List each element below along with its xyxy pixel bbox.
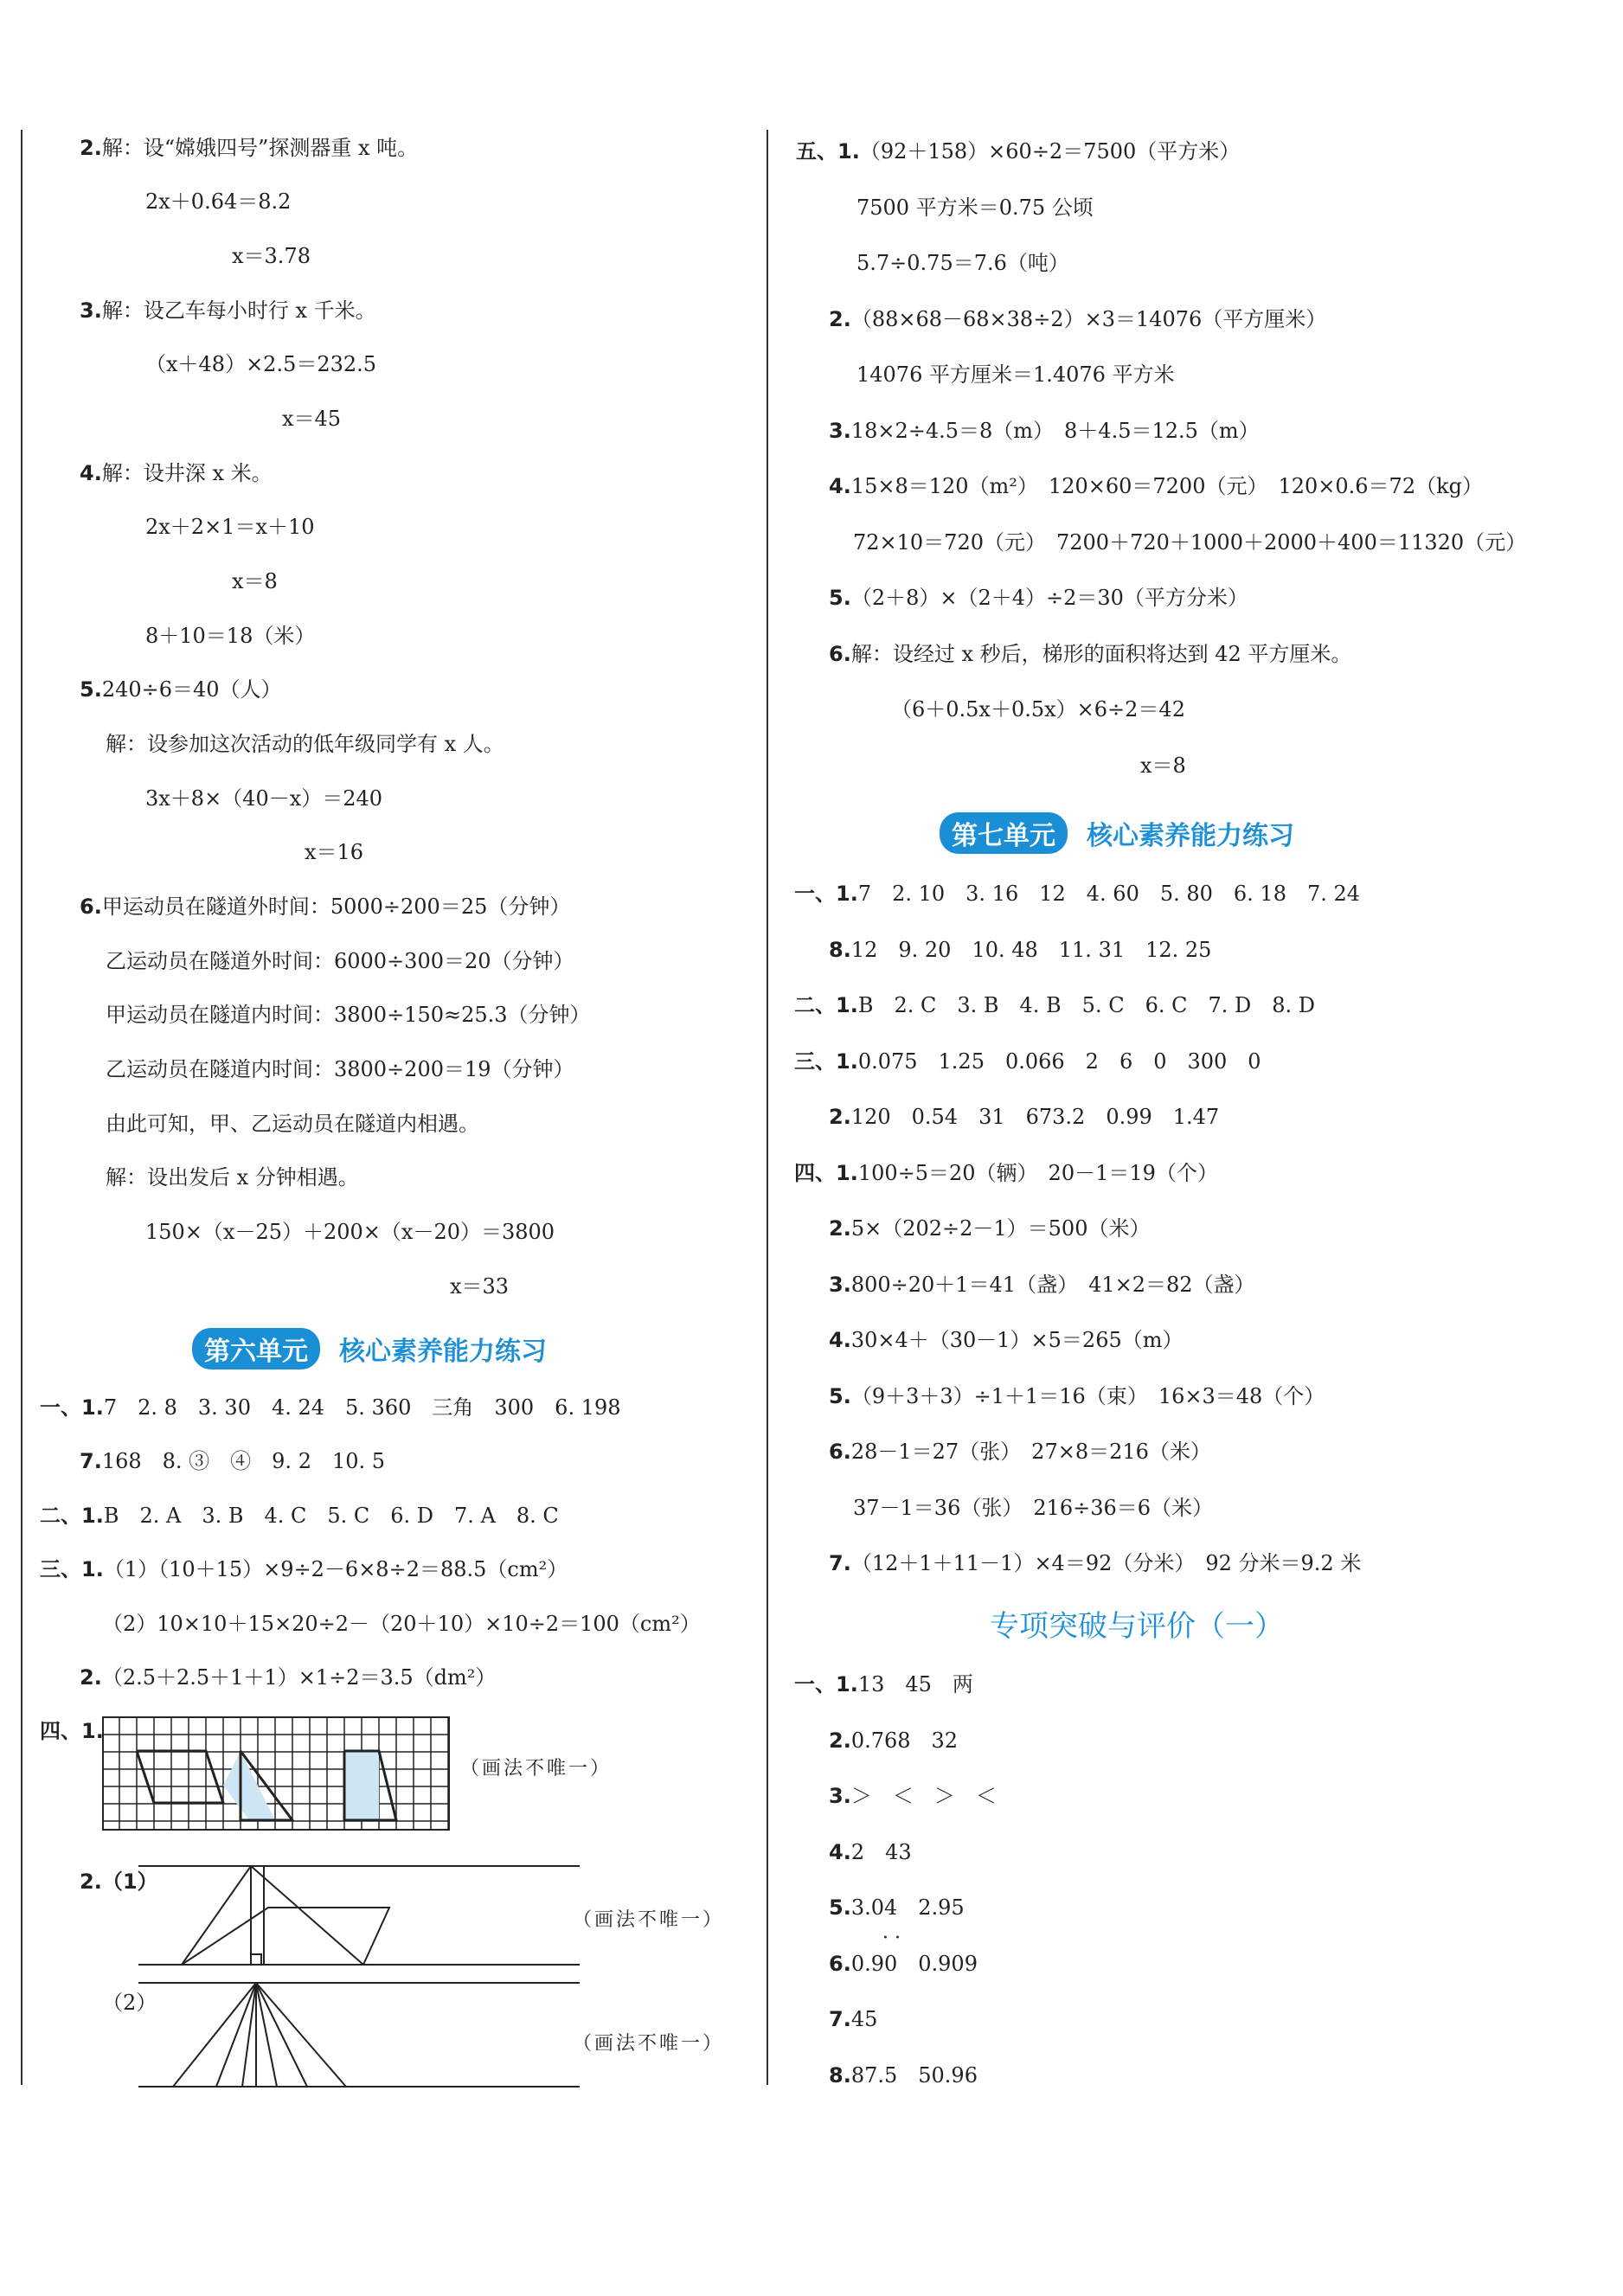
unit6-title: 核心素养能力练习 <box>339 1337 547 1367</box>
right-line-10: （6＋0.5x＋0.5x）×6÷2＝42 <box>891 697 1185 722</box>
special-line-4: 5.3.04 2.95 <box>829 1895 965 1920</box>
unit6-banner <box>192 1329 547 1369</box>
right-line-11: x＝8 <box>1140 754 1186 778</box>
special-line-0: 一、1.13 45 两 <box>794 1672 973 1696</box>
unit6-line-3: 三、1.（1）（10＋15）×9÷2－6×8÷2＝88.5（cm²） <box>40 1557 568 1581</box>
left-line-19: 解：设出发后 x 分钟相遇。 <box>106 1165 359 1190</box>
left-line-17: 乙运动员在隧道内时间：3800÷200＝19（分钟） <box>106 1057 574 1081</box>
special-section-title: 专项突破与评价（一） <box>990 1609 1284 1644</box>
unit6-line-4: （2）10×10＋15×20÷2－（20＋10）×10÷2＝100（cm²） <box>102 1612 701 1636</box>
unit7-line-5: 四、1.100÷5＝20（辆） 20－1＝19（个） <box>794 1161 1218 1185</box>
unit6-pill: 第六单元 <box>192 1328 320 1369</box>
right-line-1: 7500 平方米＝0.75 公顷 <box>856 196 1094 220</box>
unit6-line-1: 7.168 8. ③ ④ 9. 2 10. 5 <box>80 1449 386 1473</box>
unit7-banner <box>940 813 1294 853</box>
left-line-12: 3x＋8×（40－x）＝240 <box>145 786 383 811</box>
unit6-q4-note: （画法不唯一） <box>460 1758 613 1780</box>
unit7-line-10: 6.28－1＝27（张） 27×8＝216（米） <box>829 1440 1211 1464</box>
unit7-line-3: 三、1.0.075 1.25 0.066 2 6 0 300 0 <box>794 1049 1261 1074</box>
left-line-18: 由此可知，甲、乙运动员在隧道内相遇。 <box>106 1112 479 1136</box>
unit7-line-8: 4.30×4＋（30－1）×5＝265（m） <box>829 1328 1184 1352</box>
left-line-5: x＝45 <box>282 407 342 431</box>
unit6-q2b-label: （2） <box>102 1991 157 2015</box>
unit7-line-6: 2.5×（202÷2－1）＝500（米） <box>829 1216 1151 1241</box>
special-line-3: 4.2 43 <box>829 1840 912 1864</box>
left-line-9: 8＋10＝18（米） <box>145 624 316 648</box>
left-line-4: （x＋48）×2.5＝232.5 <box>145 352 377 376</box>
right-line-0: 五、1.（92＋158）×60÷2＝7500（平方米） <box>796 139 1241 164</box>
special-line-5: 6.0.90 0.909 <box>829 1952 978 1976</box>
right-line-7: 72×10＝720（元） 7200＋720＋1000＋2000＋400＝11320（元） <box>853 530 1527 555</box>
left-line-6: 4.解：设井深 x 米。 <box>80 461 273 485</box>
unit7-line-2: 二、1.B 2. C 3. B 4. B 5. C 6. C 7. D 8. D <box>794 993 1316 1017</box>
unit6-line-5: 2.（2.5＋2.5＋1＋1）×1÷2＝3.5（dm²） <box>80 1665 497 1690</box>
right-line-6: 4.15×8＝120（m²） 120×60＝7200（元） 120×0.6＝72（kg） <box>829 474 1483 498</box>
unit6-q2b-note: （画法不唯一） <box>573 2033 725 2055</box>
special-line-7: 8.87.5 50.96 <box>829 2063 978 2088</box>
left-line-15: 乙运动员在隧道外时间：6000÷300＝20（分钟） <box>106 949 574 973</box>
unit7-line-7: 3.800÷20＋1＝41（盏） 41×2＝82（盏） <box>829 1273 1255 1297</box>
left-line-14: 6.甲运动员在隧道外时间：5000÷200＝25（分钟） <box>80 895 571 919</box>
right-line-5: 3.18×2÷4.5＝8（m） 8＋4.5＝12.5（m） <box>829 419 1260 443</box>
left-line-10: 5.240÷6＝40（人） <box>80 677 282 702</box>
grid-drawing-figure <box>102 1716 450 1831</box>
unit6-line-0: 一、1.7 2. 8 3. 30 4. 24 5. 360 三角 300 6. 198 <box>40 1395 621 1420</box>
left-line-21: x＝33 <box>450 1274 510 1299</box>
unit7-line-9: 5.（9＋3＋3）÷1＋1＝16（束） 16×3＝48（个） <box>829 1384 1325 1408</box>
left-line-7: 2x＋2×1＝x＋10 <box>145 515 315 539</box>
right-line-4: 14076 平方厘米＝1.4076 平方米 <box>856 362 1175 387</box>
left-margin-rule <box>21 130 22 2085</box>
left-line-13: x＝16 <box>305 840 364 864</box>
unit7-line-0: 一、1.7 2. 10 3. 16 12 4. 60 5. 80 6. 18 7. 24 <box>794 882 1361 906</box>
left-line-20: 150×（x－25）＋200×（x－20）＝3800 <box>145 1220 555 1244</box>
left-line-1: 2x＋0.64＝8.2 <box>145 189 292 214</box>
triangle-construction-figure-1 <box>138 1864 580 1977</box>
unit7-line-12: 7.（12＋1＋11－1）×4＝92（分米） 92 分米＝9.2 米 <box>829 1551 1362 1575</box>
special-line-6: 7.45 <box>829 2007 878 2031</box>
unit7-title: 核心素养能力练习 <box>1087 821 1294 851</box>
unit6-q2-note: （画法不唯一） <box>573 1909 725 1931</box>
right-line-2: 5.7÷0.75＝7.6（吨） <box>856 251 1069 275</box>
right-line-9: 6.解：设经过 x 秒后，梯形的面积将达到 42 平方厘米。 <box>829 642 1352 666</box>
unit7-line-1: 8.12 9. 20 10. 48 11. 31 12. 25 <box>829 938 1212 962</box>
right-line-8: 5.（2＋8）×（2＋4）÷2＝30（平方分米） <box>829 586 1248 610</box>
left-line-16: 甲运动员在隧道内时间：3800÷150≈25.3（分钟） <box>106 1003 591 1027</box>
unit7-pill: 第七单元 <box>940 812 1068 854</box>
left-line-2: x＝3.78 <box>232 244 311 268</box>
column-divider <box>767 130 768 2085</box>
triangle-construction-figure-2 <box>138 1981 580 2094</box>
left-line-3: 3.解：设乙车每小时行 x 千米。 <box>80 298 376 323</box>
left-line-8: x＝8 <box>232 569 278 593</box>
unit6-q4-label: 四、1. <box>40 1719 104 1743</box>
left-line-0: 2.解：设“嫦娥四号”探测器重 x 吨。 <box>80 136 419 160</box>
unit6-q2-label: 2.（1） <box>80 1870 158 1894</box>
right-line-3: 2.（88×68－68×38÷2）×3＝14076（平方厘米） <box>829 307 1327 331</box>
unit6-line-2: 二、1.B 2. A 3. B 4. C 5. C 6. D 7. A 8. C <box>40 1504 559 1528</box>
repeating-decimal-dots: · · <box>882 1927 901 1949</box>
special-line-1: 2.0.768 32 <box>829 1728 959 1753</box>
special-line-2: 3.＞ ＜ ＞ ＜ <box>829 1784 997 1808</box>
left-line-11: 解：设参加这次活动的低年级同学有 x 人。 <box>106 732 504 756</box>
unit7-line-11: 37－1＝36（张） 216÷36＝6（米） <box>853 1496 1214 1520</box>
unit7-line-4: 2.120 0.54 31 673.2 0.99 1.47 <box>829 1105 1220 1129</box>
